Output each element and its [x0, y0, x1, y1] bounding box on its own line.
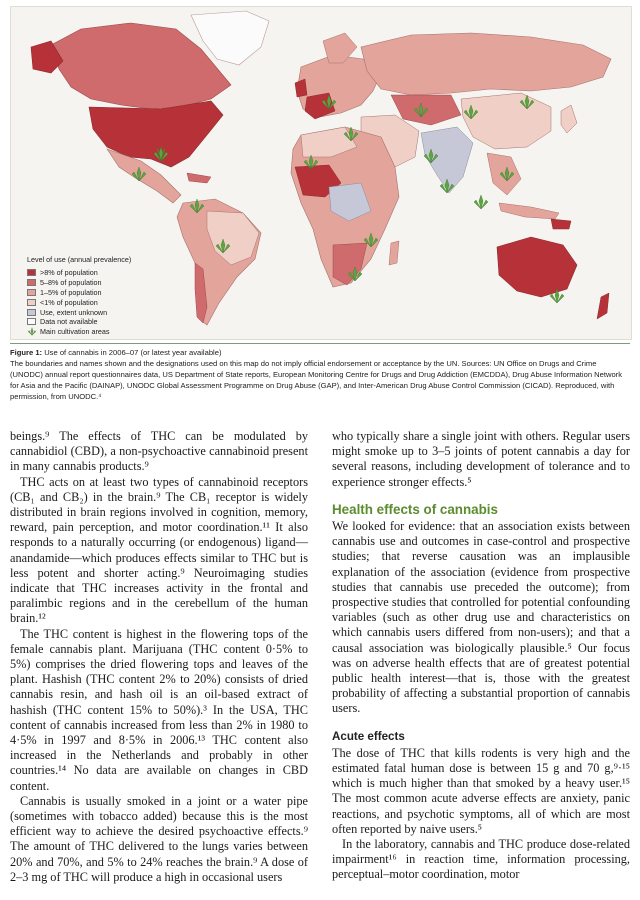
legend-item-cultivation [27, 327, 131, 337]
cannabis-leaf-icon [27, 327, 37, 336]
figure-caption [10, 347, 630, 402]
subsection-heading: Acute effects [332, 729, 405, 743]
legend-swatch [27, 269, 36, 276]
legend-label: Data not available [40, 317, 98, 327]
figure-label: Figure 1: [10, 348, 43, 357]
legend-item-no-data [27, 317, 131, 327]
legend-swatch [27, 318, 36, 325]
left-column [10, 429, 308, 885]
legend-item-under-1 [27, 297, 131, 307]
legend-label: 1–5% of population [40, 287, 102, 297]
legend-item-over-8 [27, 268, 131, 278]
right-column [332, 429, 630, 883]
legend-label: <1% of population [40, 297, 98, 307]
paragraph: The THC content is highest in the flowering tops of the female cannabis plant. Marijuana (THC content 0·5% to 5%) comprises the dried flowering tops and leaves of the plant. Hashish (THC content 2% to 20%) consists of dried cannabis resin, and hash oil is an oil-based extract of hashish (THC content 15% to 50%).³ In the USA, THC content of cannabis increased from less than 2% in 1980 to 4·5% in 1997 and 8·5% in 2006.¹³ THC content also increased in the Netherlands and probably in other countries.¹⁴ No data are available on changes in CBD content. [10, 626, 308, 793]
legend-swatch [27, 299, 36, 306]
legend-item-5-8 [27, 278, 131, 288]
legend-label: >8% of population [40, 268, 98, 278]
caption-rule [10, 343, 630, 344]
png-region [551, 219, 571, 229]
paragraph: We looked for evidence: that an association exists between cannabis use and outcomes in case-control and prospective studies; that reverse causation was an implausible explanation of the association (evidence from prospective studies that cannabis use preceded the outcome); from prospective studies that controlled for potential confounding variables (such as other drug use and characteristics on which cannabis users differed from non-users); and that a causal association was biologically plausible.⁵ Our focus was on adverse health effects that are of greatest potential public health interest—that is, those with the greatest probability of affecting a substantial proportion of cannabis users. [332, 519, 630, 716]
figure-caption-body: The boundaries and names shown and the designations used on this map do not imply official endorsement or acceptance by the UN. Sources: UN Office on Drugs and Crime (UNODC) annual report questionnaires data, US Department of State reports, European Monitoring Centre for Drugs and Drug Addiction (EMCDDA), Drug Abuse Information Network for Asia and the Pacific (DAINAP), UNODC Global Assessment Programme on Drug Abuse (GAP), and Inter-American Drug Abuse Control Commission (CICAD). Reproduced, with permission, from UNODC.⁴ [10, 359, 623, 401]
legend-item-unknown [27, 307, 131, 317]
legend-swatch [27, 279, 36, 286]
legend-item-1-5 [27, 288, 131, 298]
figure-title: Use of cannabis in 2006–07 (or latest year available) [44, 348, 222, 357]
section-heading: Health effects of cannabis [332, 501, 498, 517]
paragraph: who typically share a single joint with others. Regular users might smoke up to 3–5 joints of potent cannabis a day for several reasons, including development of tolerance and to experience stronger effects.⁵ [332, 429, 630, 489]
paragraph: The dose of THC that kills rodents is very high and the estimated fatal human dose is between 15 g and 70 g,⁹·¹⁵ which is much higher than that smoked by a heavy user.¹⁵ The most common acute adverse effects are anxiety, panic reactions, and psychotic symptoms, all of which are most often reported by naive users.⁵ [332, 745, 630, 836]
legend-swatch [27, 309, 36, 316]
world-map-figure [10, 6, 632, 340]
paragraph: beings.⁹ The effects of THC can be modulated by cannabidiol (CBD), a non-psychoactive cannabinoid present in many cannabis products.⁹ [10, 429, 308, 474]
legend-label: Use, extent unknown [40, 307, 108, 317]
legend-swatch [27, 289, 36, 296]
paragraph: THC acts on at least two types of cannabinoid receptors (CB₁ and CB₂) in the brain.⁹ The CB₁ receptor is widely distributed in brain regions involved in cognition, memory, reward, pain perception, and motor coordination.¹¹ It also responds to a naturally occurring (or endogenous) ligand—anandamide—which produces effects similar to THC but is less potent and shorter acting.⁹ Neuroimaging studies indicate that THC increases activity in the frontal and paralimbic regions and in the cerebellum of the human brain.¹² [10, 474, 308, 626]
legend-label: 5–8% of population [40, 278, 102, 288]
legend-label: Main cultivation areas [40, 327, 110, 337]
paragraph: Cannabis is usually smoked in a joint or a water pipe (sometimes with tobacco added) because this is the most efficient way to achieve the desired psychoactive effects.⁹ The amount of THC delivered to the lungs varies between 20% and 70%, and 5% to 24% reaches the brain.⁹ A dose of 2–3 mg of THC will produce a high in occasional users [10, 793, 308, 884]
paragraph: In the laboratory, cannabis and THC produce dose-related impairment¹⁶ in reaction time, information processing, perceptual–motor coordination, motor [332, 837, 630, 882]
legend-title: Level of use (annual prevalence) [27, 255, 132, 264]
map-legend [27, 255, 131, 337]
